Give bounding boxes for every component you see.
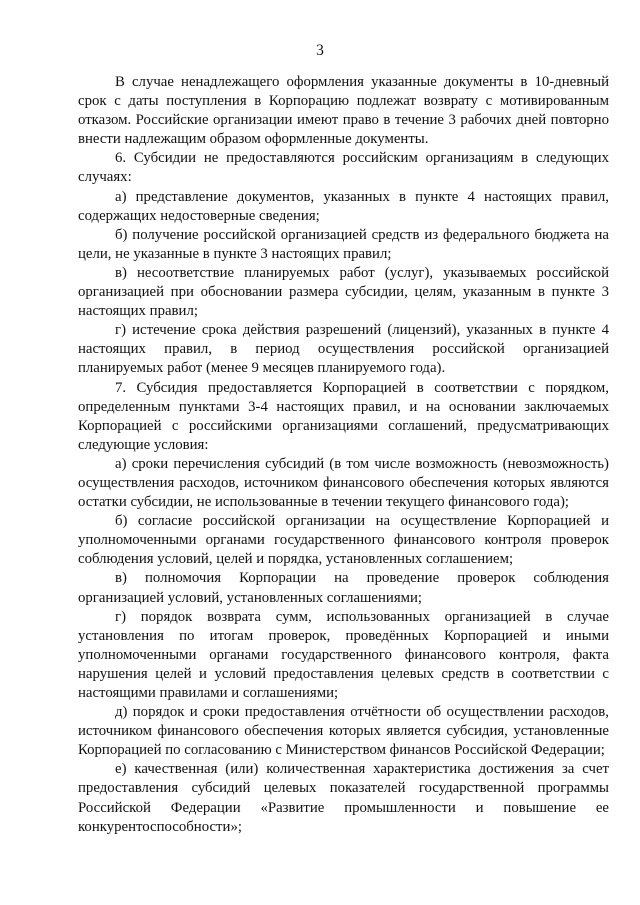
paragraph-return-documents: В случае ненадлежащего оформления указанные документы в 10-дневный срок с даты поступления в Корпорацию подлежат возврату с мотивированным отказом. Российские организации имеют право в течение 3 рабочих дней повторно внести надлежащим образом оформленные документы. xyxy=(78,74,609,148)
paragraph-clause-6: 6. Субсидии не предоставляются российским организациям в следующих случаях: xyxy=(78,150,609,186)
page-number: 3 xyxy=(316,42,324,59)
paragraph-clause-6g: г) истечение срока действия разрешений (лицензий), указанных в пункте 4 настоящих правил, в период осуществления российской организацией планируемых работ (менее 9 месяцев планируемого года). xyxy=(78,322,609,377)
paragraph-clause-6b: б) получение российской организацией средств из федерального бюджета на цели, не указанные в пункте 3 настоящих правил; xyxy=(78,226,609,262)
paragraph-clause-7v: в) полномочия Корпорации на проведение проверок соблюдения организацией условий, установленных соглашениями; xyxy=(78,570,609,606)
paragraph-clause-7e: е) качественная (или) количественная характеристика достижения за счет предоставления субсидий целевых показателей государственной программы Российской Федерации «Развитие промышленности и повышение ее конкурентоспособности»; xyxy=(78,761,609,835)
paragraph-clause-7: 7. Субсидия предоставляется Корпорацией в соответствии с порядком, определенным пунктами 3-4 настоящих правил, и на основании заключаемых Корпорацией с российскими организациями соглашений, предусматривающих следующие условия: xyxy=(78,379,609,453)
paragraph-clause-7a: а) сроки перечисления субсидий (в том числе возможность (невозможность) осуществления расходов, источником финансового обеспечения которых являются остатки субсидии, не использованные в течении текущего финансового года); xyxy=(78,455,609,511)
document-body xyxy=(78,73,609,837)
paragraph-clause-6v: в) несоответствие планируемых работ (услуг), указываемых российской организацией при обосновании размера субсидии, целям, указанным в пункте 3 настоящих правил; xyxy=(78,264,609,320)
paragraph-clause-6a: а) представление документов, указанных в пункте 4 настоящих правил, содержащих недостоверные сведения; xyxy=(78,188,609,224)
paragraph-clause-7b: б) согласие российской организации на осуществление Корпорацией и уполномоченными органами государственного финансового контроля проверок соблюдения условий, целей и порядка, установленных соглашением; xyxy=(78,513,609,568)
paragraph-clause-7d: д) порядок и сроки предоставления отчётности об осуществлении расходов, источником финансового обеспечения которых является субсидия, установленные Корпорацией по согласованию с Министерством финансов Российской Федерации; xyxy=(78,704,609,759)
paragraph-clause-7g: г) порядок возврата сумм, использованных организацией в случае установления по итогам проверок, проведённых Корпорацией и иными уполномоченными органами государственного финансового контроля, факта нарушения целей и условий предоставления целевых средств в соответствии с настоящими правилами и соглашениями; xyxy=(78,608,609,701)
